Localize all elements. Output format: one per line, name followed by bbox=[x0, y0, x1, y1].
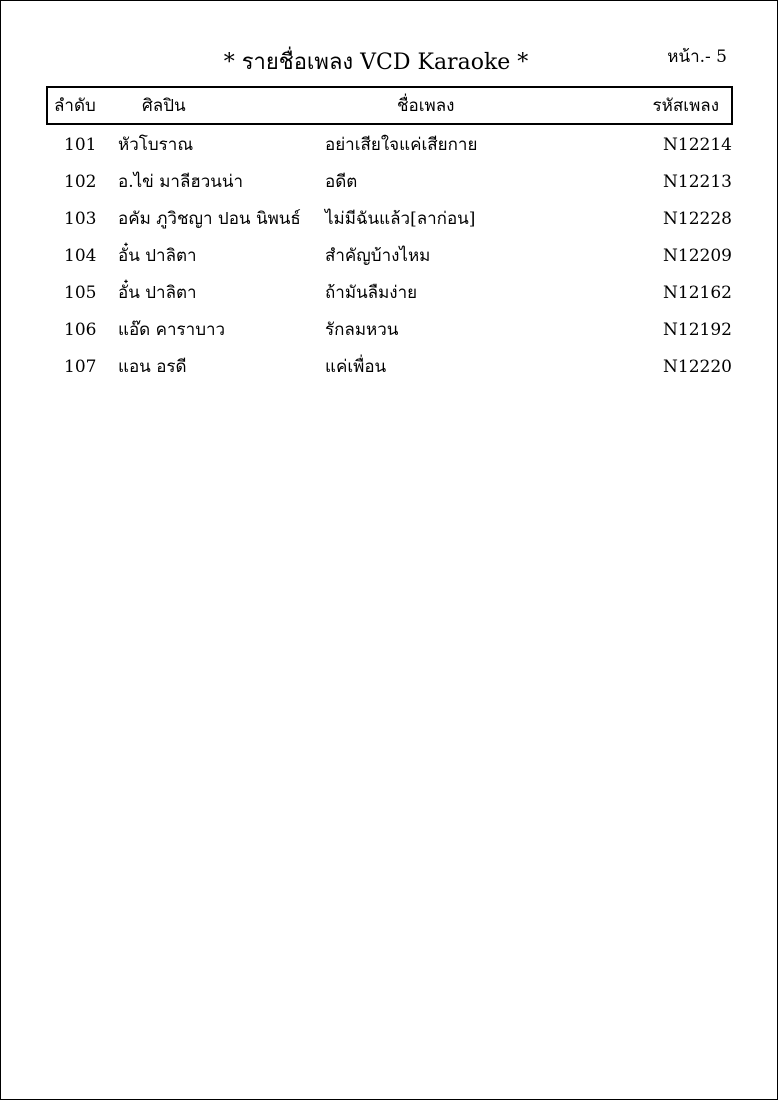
row-code: N12209 bbox=[663, 246, 732, 266]
row-artist: หัวโบราณ bbox=[118, 135, 194, 155]
column-header-song: ชื่อเพลง bbox=[397, 96, 455, 116]
row-artist: อคัม ภูวิชญา ปอน นิพนธ์ bbox=[118, 209, 301, 229]
row-code: N12162 bbox=[663, 283, 732, 303]
song-list bbox=[1, 131, 778, 390]
row-artist: อั๋น ปาลิตา bbox=[118, 283, 197, 303]
row-artist: แอน อรดี bbox=[118, 357, 187, 377]
row-code: N12214 bbox=[663, 135, 732, 155]
row-number: 102 bbox=[64, 172, 97, 192]
table-row bbox=[1, 353, 778, 390]
row-number: 107 bbox=[64, 357, 97, 377]
page-title: * รายชื่อเพลง VCD Karaoke * bbox=[223, 50, 529, 75]
row-artist: อั๋น ปาลิตา bbox=[118, 246, 197, 266]
row-song: อย่าเสียใจแค่เสียกาย bbox=[325, 135, 478, 155]
row-song: อดีต bbox=[325, 172, 358, 192]
row-song: แค่เพื่อน bbox=[325, 357, 387, 377]
row-artist: อ.ไข่ มาลีฮวนน่า bbox=[118, 172, 244, 192]
row-number: 106 bbox=[64, 320, 97, 340]
row-song: รักลมหวน bbox=[325, 320, 399, 340]
row-song: ถ้ามันลืมง่าย bbox=[325, 283, 418, 303]
row-number: 104 bbox=[64, 246, 97, 266]
page-number: หน้า.- 5 bbox=[667, 47, 727, 67]
row-code: N12213 bbox=[663, 172, 732, 192]
row-song: ไม่มีฉันแล้ว[ลาก่อน] bbox=[325, 209, 476, 229]
row-number: 101 bbox=[64, 135, 97, 155]
row-code: N12220 bbox=[663, 357, 732, 377]
row-number: 103 bbox=[64, 209, 97, 229]
table-header bbox=[46, 86, 733, 125]
column-header-code: รหัสเพลง bbox=[652, 96, 719, 116]
table-row bbox=[1, 242, 778, 279]
table-row bbox=[1, 316, 778, 353]
column-header-number: ลำดับ bbox=[54, 96, 96, 116]
row-code: N12228 bbox=[663, 209, 732, 229]
row-artist: แอ๊ด คาราบาว bbox=[118, 320, 226, 340]
table-row bbox=[1, 168, 778, 205]
row-song: สำคัญบ้างไหม bbox=[325, 246, 431, 266]
column-header-artist: ศิลปิน bbox=[142, 96, 186, 116]
table-row bbox=[1, 205, 778, 242]
row-code: N12192 bbox=[663, 320, 732, 340]
table-row bbox=[1, 131, 778, 168]
table-row bbox=[1, 279, 778, 316]
row-number: 105 bbox=[64, 283, 97, 303]
